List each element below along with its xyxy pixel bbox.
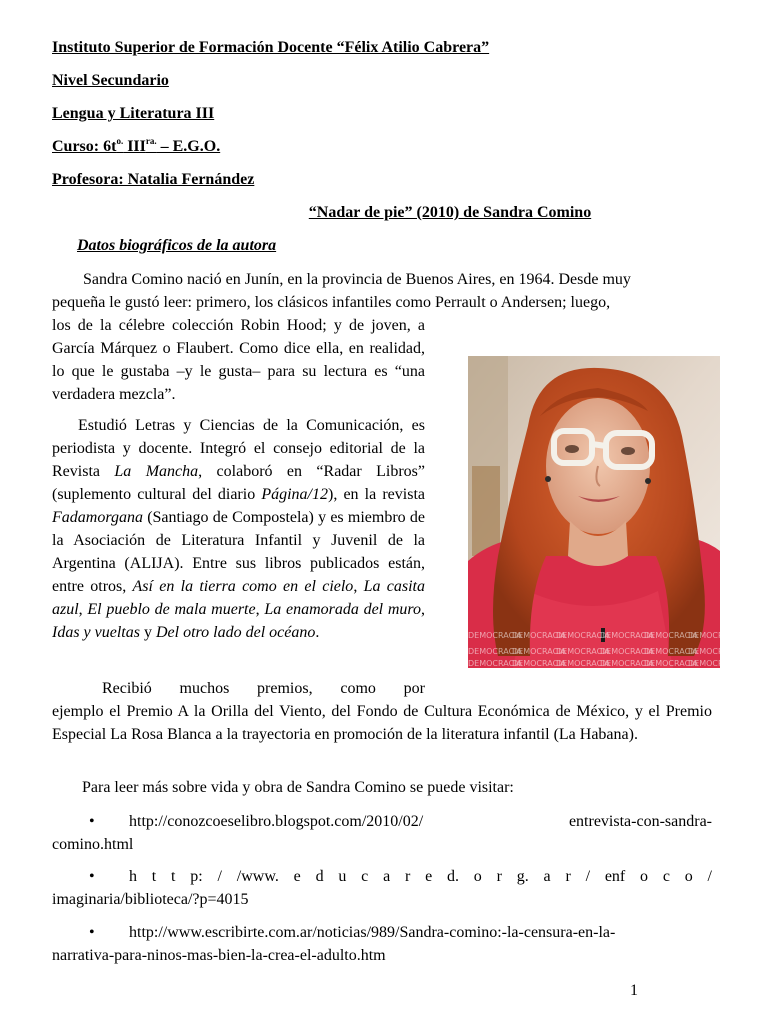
institute-name: Instituto Superior de Formación Docente “Félix Atilio Cabrera” <box>52 39 490 56</box>
photo-watermark: DEMOCRACIA <box>644 647 698 656</box>
section-heading: Datos biográficos de la autora <box>77 237 277 254</box>
photo-watermark: DEMOCRACIA <box>468 631 522 640</box>
photo-watermark: DEMOCRACIA <box>600 631 654 640</box>
photo-watermark: DEMOCRACIA <box>688 647 742 656</box>
photo-watermark: DEMOCRACIA <box>512 631 566 640</box>
link-url[interactable]: imaginaria/biblioteca/?p=4015 <box>52 891 249 908</box>
bio-line: Sandra Comino nació en Junín, en la provincia de Buenos Aires, en 1964. Desde muy <box>83 271 631 288</box>
link-url[interactable]: comino.html <box>52 836 134 853</box>
bio-paragraph-2: Estudió Letras y Ciencias de la Comunicación, es periodista y docente. Integró el consejo editorial de la Revista La Mancha, colaboró en “Radar Libros” (suplemento cultural del diario Página/12), en la revista Fadamorgana (Santiago de Compostela) y es miembro de la Asociación de Literatura Infantil y Juvenil de la Argentina (ALIJA). Entre sus libros publicados están, entre otros, Así en la tierra como en el cielo, La casita azul, El pueblo de mala muerte, La enamorada del muro, Idas y vueltas y Del otro lado del océano. <box>52 417 426 641</box>
photo-watermark: DEMOCRACIA <box>600 647 654 656</box>
bio-paragraph-4: Para leer más sobre vida y obra de Sandra Comino se puede visitar: <box>82 779 514 796</box>
document-page <box>52 0 742 1024</box>
link-item[interactable] <box>52 921 712 967</box>
bio-paragraph-3-first: Recibió muchos premios, como por <box>102 680 425 697</box>
link-item[interactable] <box>52 865 712 911</box>
photo-watermark: DEMOCRACIA <box>644 659 698 668</box>
course: Curso: $6t^{o.}$ $III^{ra.} - E.G.O$. <box>52 136 221 155</box>
photo-watermark: DEMOCRACIA <box>688 659 742 668</box>
photo-watermark: DEMOCRACIA <box>512 647 566 656</box>
photo-watermark: DEMOCRACIA <box>556 631 610 640</box>
link-item[interactable] <box>52 810 712 856</box>
bio-line: pequeña le gustó leer: primero, los clásicos infantiles como Perrault o Andersen; luego, <box>52 294 611 311</box>
photo-watermark: DEMOCRACIA <box>512 659 566 668</box>
bio-paragraph-3-rest: ejemplo el Premio A la Orilla del Viento, del Fondo de Cultura Económica de México, y el Premio Especial La Rosa Blanca a la trayectoria en promoción de la literatura infantil (La Habana). <box>52 703 712 743</box>
bullet: • <box>89 813 95 830</box>
bio-paragraph-1-rest: los de la célebre colección Robin Hood; y de joven, a García Márquez o Flaubert. Como dice ella, en realidad, lo que le gustaba –y le gusta– para su lectura es “una verdadera mezcla”. <box>52 317 425 403</box>
photo-watermark: DEMOCRACIA <box>556 659 610 668</box>
photo-watermark: DEMOCRACIA <box>468 647 522 656</box>
link-url[interactable]: entrevista-con-sandra- <box>568 813 712 830</box>
photo-watermark: DEMOCRACIA <box>600 659 654 668</box>
photo-watermark: DEMOCRACIA <box>468 659 522 668</box>
link-url[interactable]: http://www.escribirte.com.ar/noticias/989/Sandra-comino:-la-censura-en-la- <box>129 924 616 941</box>
level: Nivel Secundario <box>52 72 169 89</box>
link-url[interactable]: narrativa-para-ninos-mas-bien-la-crea-el-adulto.htm <box>52 947 386 964</box>
link-url[interactable]: h t t p: / /www. e d u c a r e d. o r g. a r / enf o c o / <box>129 868 712 885</box>
photo-watermark: DEMOCRACIA <box>688 631 742 640</box>
subject: Lengua y Literatura III <box>52 105 215 122</box>
author-photo <box>468 356 742 668</box>
author-portrait-image <box>468 356 742 668</box>
photo-watermark: DEMOCRACIA <box>556 647 610 656</box>
document-title: “Nadar de pie” (2010) de Sandra Comino <box>308 204 592 221</box>
teacher: Profesora: Natalia Fernández <box>52 171 255 188</box>
page-number: 1 <box>630 982 638 999</box>
bullet: • <box>89 868 95 885</box>
link-url[interactable]: http://conozcoeselibro.blogspot.com/2010/02/ <box>129 813 424 830</box>
bullet: • <box>89 924 95 941</box>
photo-watermark: DEMOCRACIA <box>644 631 698 640</box>
bio-paragraph-1-top <box>52 268 712 314</box>
